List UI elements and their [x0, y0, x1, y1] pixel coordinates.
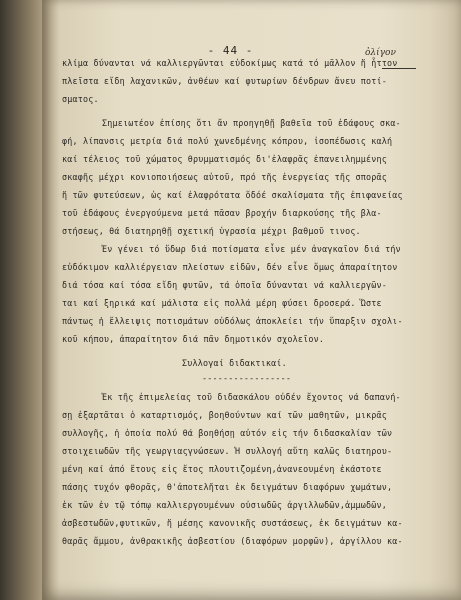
text-line: ται καί ξηρικά καί μάλιστα εἰς πολλά μέρη φύσει δροσερά. Ὥστε — [62, 298, 382, 308]
section-heading: Συλλογαί διδακτικαί. — [182, 358, 287, 368]
text-line: πλεῖστα εἴδη λαχανικῶν, ἀνθέων καί φυτωρίων δένδρων ἄνευ ποτί- — [62, 76, 388, 86]
text-line: ἀσβεστωδῶν,φυτικῶν, ἤ μέσης κανονικῆς συστάσεως, ἐκ δειγμάτων κα- — [62, 518, 403, 528]
text-line: εὐδόκιμον καλλιέργειαν πλείστων εἰδῶν, δέν εἶνε ὅμως ἀπαραίτητον — [62, 262, 398, 272]
text-line: κλίμα δύνανται νά καλλιεργῶνται εὐδοκίμως κατά τό μᾶλλον ἤ ἧττον — [62, 58, 398, 68]
handwritten-annotation: ὀλίγον — [365, 48, 396, 58]
text-line: Σημειωτέον ἐπίσης ὅτι ἄν προηγηθῇ βαθεῖα τοῦ ἐδάφους σκα- — [102, 118, 401, 128]
text-line: μένη καί ἀπό ἔτους εἰς ἔτος πλουτιζομένη,ἀνανεουμένη ἑκάστοτε — [62, 464, 382, 474]
text-line: Ἐκ τῆς ἐπιμελείας τοῦ διδασκάλου οὐδέν ἔχοντος νά δαπανή- — [102, 392, 401, 402]
text-line: καί τέλειος τοῦ χώματος θρυμματισμός δι'ἐλαφρᾶς ἐπανειλημμένης — [62, 154, 388, 164]
strikethrough-mark — [382, 68, 416, 69]
text-line: σματος. — [62, 94, 99, 104]
text-line: πάσης τυχόν φθορᾶς, θ'ἀποτελῆται ἐκ δειγμάτων διαφόρων χωμάτων, — [62, 482, 393, 492]
text-line: ἤ τῶν φυτεύσεων, ὡς καί ἐλαφρότατα ὅδόέ σκαλίσματα τῆς ἐπιφανείας — [62, 190, 403, 200]
text-line: τοῦ ἐδάφους ἐνεργούμενα μετά πᾶσαν βροχήν διαρκούσης τῆς βλα- — [62, 208, 382, 218]
text-line: στήσεως, θά διατηρηθῇ σχετική ὑγρασία μέχρι βαθμοῦ τινος. — [62, 226, 361, 236]
page-number: - 44 - — [207, 44, 254, 57]
text-line: πάντως ἡ ἔλλειψις ποτισμάτων οὐδόλως ἀποκλείει τήν ὕπαρξιν σχολι- — [62, 316, 403, 326]
text-line: σκαφῆς μέχρι κονιοποιήσεως αὐτοῦ, πρό τῆς ἐνεργείας τῆς σπορᾶς — [62, 172, 388, 182]
text-line: συλλογῆς, ἡ ὁποία πολύ θά βοηθήσῃ αὐτόν εἰς τήν διδασκαλίαν τῶν — [62, 428, 393, 438]
book-binding — [0, 0, 42, 600]
text-line: διά τόσα καί τόσα εἴδη φυτῶν, τά ὁποῖα δύνανται νά καλλιεργῶν- — [62, 280, 388, 290]
text-line: Ἐν γένει τό ὕδωρ διά ποτίσματα εἶνε μέν ἀναγκαῖον διά τήν — [102, 244, 401, 254]
text-line: φή, λίπανσις μετρία διά πολύ χωνεδμένης κόπρου, ἰσοπέδωσις καλή — [62, 136, 393, 146]
text-line: ἐκ τῶν ἐν τῷ τόπῳ καλλιεργουμένων οὐσιωδῶς ἀργιλλωδῶν,ἀμμωδῶν, — [62, 500, 388, 510]
text-line: στοιχειωδῶν τῆς γεωργιαςγνώσεων. Ἡ συλλογή αὕτη καλῶς διατηρου- — [62, 446, 393, 456]
text-line: σῃ ἐξαρτᾶται ὁ καταρτισμός, βοηθούντων καί τῶν μαθητῶν, μικρᾶς — [62, 410, 388, 420]
heading-underline: ----------------- — [202, 373, 292, 383]
text-line: θαρᾶς ἄμμου, ἀνθρακικῆς ἀσβεστίου (διαφόρων μορφῶν), ἀργίλλου κα- — [62, 536, 403, 546]
text-line: κοῦ κήπου, ἀπαραίτητον διά πᾶν δημοτικόν σχολεῖον. — [62, 334, 325, 344]
